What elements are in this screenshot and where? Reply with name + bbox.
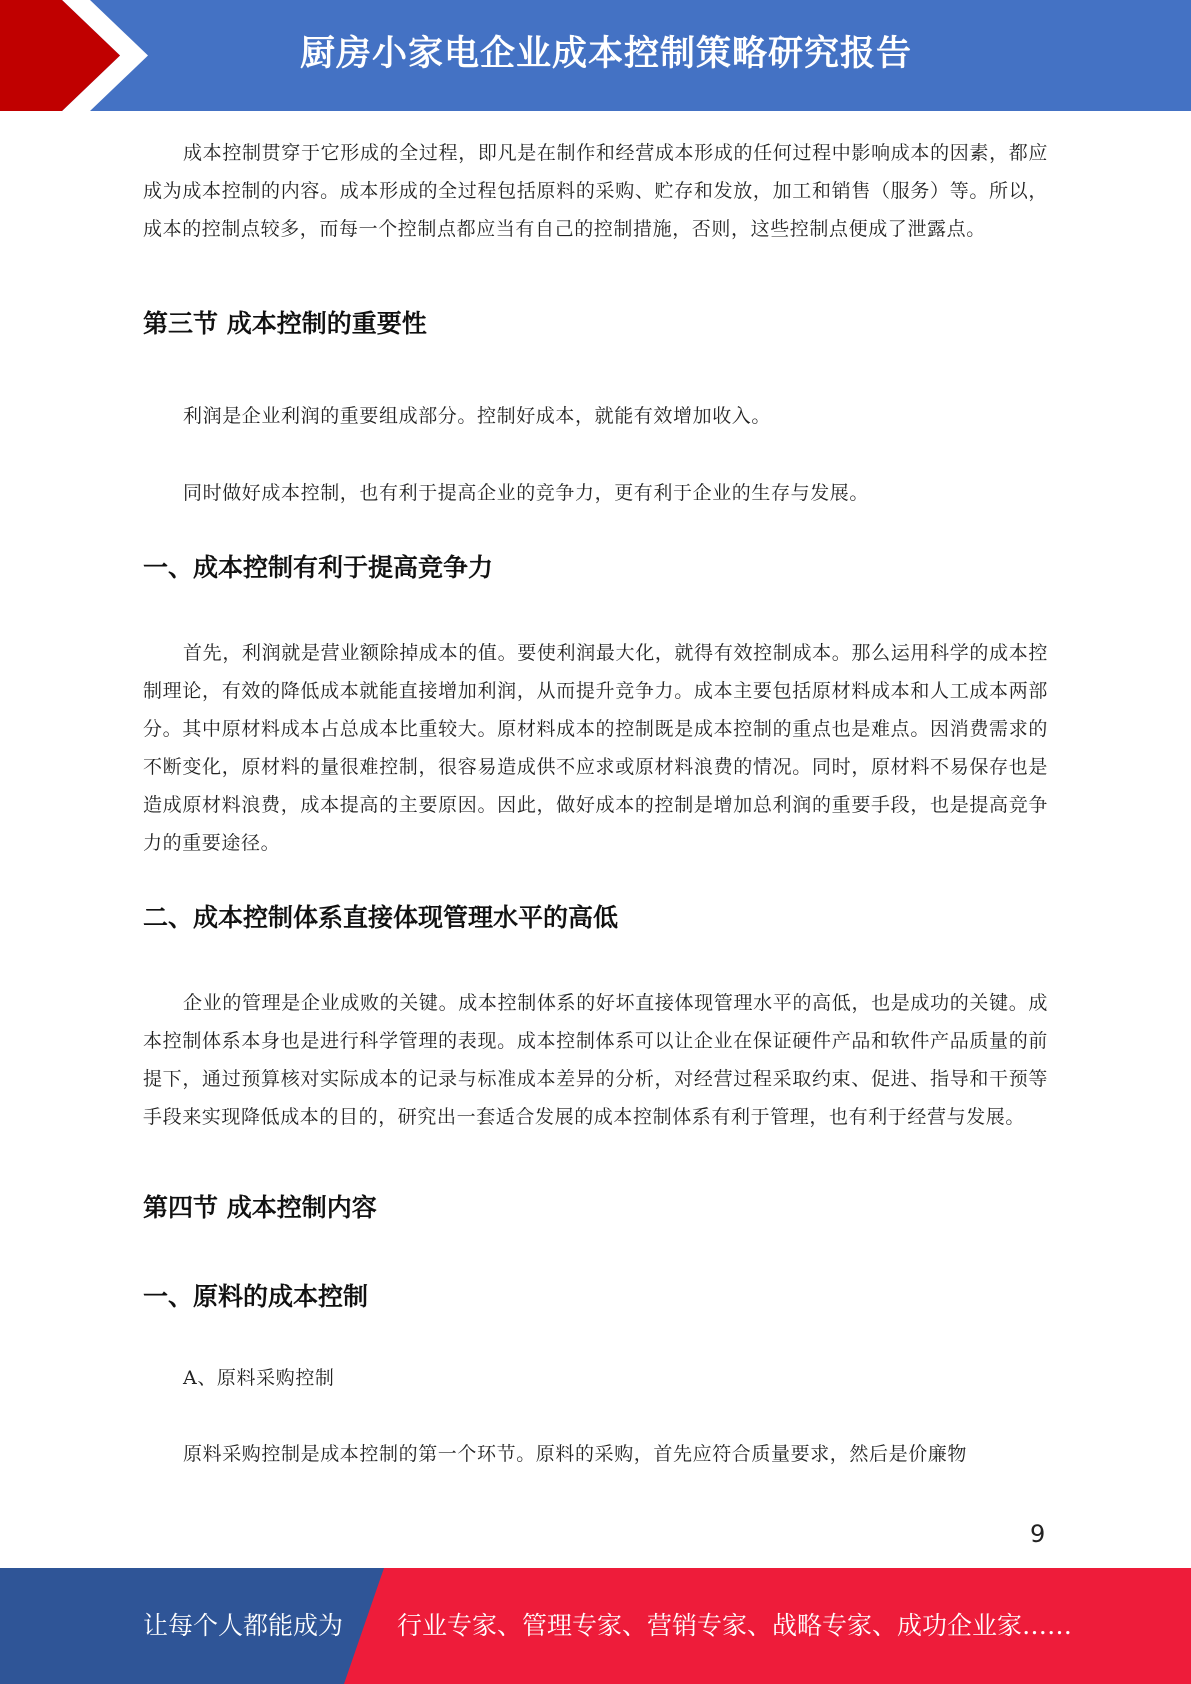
section-heading-importance: 第三节 成本控制的重要性 — [143, 309, 427, 338]
footer-slogan-left: 让每个人都能成为 — [143, 1611, 344, 1640]
paragraph-cost-control-process: 成本控制贯穿于它形成的全过程，即凡是在制作和经营成本形成的任何过程中影响成本的因素，都应成为成本控制的内容。成本形成的全过程包括原料的采购、贮存和发放，加工和销售（服务）等。所以，成本的控制点较多，而每一个控制点都应当有自己的控制措施，否则，这些控制点便成了泄露点。 — [143, 142, 1048, 240]
page-footer — [0, 1568, 1191, 1684]
page-content — [143, 134, 1048, 1473]
paragraph-purchase-control: 原料采购控制是成本控制的第一个环节。原料的采购，首先应符合质量要求，然后是价廉物 — [183, 1443, 968, 1465]
document-title: 厨房小家电企业成本控制策略研究报告 — [300, 34, 913, 74]
subheading-competitiveness: 一、成本控制有利于提高竞争力 — [143, 553, 494, 582]
paragraph-competitiveness: 同时做好成本控制，也有利于提高企业的竞争力，更有利于企业的生存与发展。 — [183, 482, 870, 504]
subheading-raw-material: 一、原料的成本控制 — [143, 1282, 369, 1311]
footer-slogan-right: 行业专家、管理专家、营销专家、战略专家、成功企业家…… — [397, 1611, 1073, 1640]
page-header — [0, 0, 1191, 111]
page-number: 9 — [1030, 1520, 1046, 1548]
item-raw-material-purchase: A、原料采购控制 — [183, 1367, 335, 1389]
subheading-management-level: 二、成本控制体系直接体现管理水平的高低 — [143, 903, 619, 932]
paragraph-profit-maximization: 首先，利润就是营业额除掉成本的值。要使利润最大化，就得有效控制成本。那么运用科学的成本控制理论，有效的降低成本就能直接增加利润，从而提升竞争力。成本主要包括原材料成本和人工成本两部分。其中原材料成本占总成本比重较大。原材料成本的控制既是成本控制的重点也是难点。因消费需求的不断变化，原材料的量很难控制，很容易造成供不应求或原材料浪费的情况。同时，原材料不易保存也是造成原材料浪费，成本提高的主要原因。因此，做好成本的控制是增加总利润的重要手段，也是提高竞争力的重要途径。 — [143, 642, 1048, 854]
section-heading-content: 第四节 成本控制内容 — [143, 1193, 377, 1222]
paragraph-profit: 利润是企业利润的重要组成部分。控制好成本，就能有效增加收入。 — [183, 405, 772, 427]
paragraph-management: 企业的管理是企业成败的关键。成本控制体系的好坏直接体现管理水平的高低，也是成功的关键。成本控制体系本身也是进行科学管理的表现。成本控制体系可以让企业在保证硬件产品和软件产品质量的前提下，通过预算核对实际成本的记录与标准成本差异的分析，对经营过程采取约束、促进、指导和干预等手段来实现降低成本的目的，研究出一套适合发展的成本控制体系有利于管理，也有利于经营与发展。 — [143, 992, 1048, 1128]
